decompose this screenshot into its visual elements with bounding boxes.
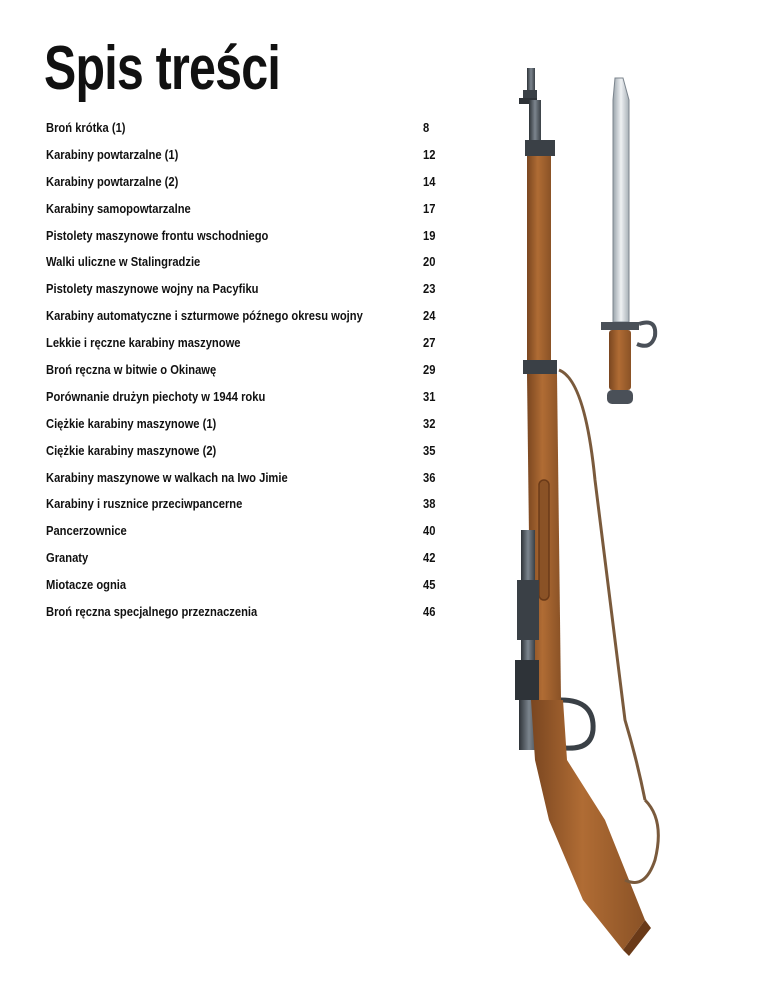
toc-row[interactable] <box>46 224 446 251</box>
toc-page-number: 46 <box>423 604 436 620</box>
toc-entry-title: Lekkie i ręczne karabiny maszynowe <box>46 335 241 351</box>
toc-row[interactable] <box>46 412 446 439</box>
toc-page-number: 17 <box>423 200 436 216</box>
toc-entry-title: Karabiny powtarzalne (1) <box>46 146 179 162</box>
page-title: Spis treści <box>44 34 281 103</box>
toc-row[interactable] <box>46 331 446 358</box>
toc-page-number: 42 <box>423 550 436 566</box>
rifle-with-bayonet-image <box>505 60 755 960</box>
toc-row[interactable] <box>46 385 446 412</box>
toc-page-number: 14 <box>423 173 436 189</box>
toc-page-number: 31 <box>423 388 436 404</box>
toc-entry-title: Ciężkie karabiny maszynowe (2) <box>46 442 217 458</box>
toc-page-number: 8 <box>423 120 430 135</box>
toc-page-number: 12 <box>423 146 436 162</box>
toc-row[interactable] <box>46 358 446 385</box>
toc-page-number: 45 <box>423 577 436 593</box>
rifle-barrel <box>519 68 555 160</box>
bayonet <box>601 78 655 404</box>
toc-page-number: 29 <box>423 362 436 378</box>
toc-entry-title: Karabiny i rusznice przeciwpancerne <box>46 496 243 512</box>
toc-page-number: 36 <box>423 469 436 485</box>
toc-page-number: 27 <box>423 335 436 351</box>
toc-row[interactable] <box>46 170 446 197</box>
toc-page-number: 19 <box>423 227 436 243</box>
toc-row[interactable] <box>46 466 446 493</box>
toc-row[interactable] <box>46 250 446 277</box>
rifle-buttstock <box>531 700 645 950</box>
toc-entry-title: Broń ręczna w bitwie o Okinawę <box>46 362 217 378</box>
toc-page-number: 35 <box>423 442 436 458</box>
rifle-band <box>523 360 557 374</box>
toc-entry-title: Granaty <box>46 550 89 566</box>
toc-page-number: 24 <box>423 308 436 324</box>
toc-row[interactable] <box>46 600 446 627</box>
toc-entry-title: Pancerzownice <box>46 523 127 539</box>
toc-page-number: 40 <box>423 523 436 539</box>
bayonet-grip <box>609 330 631 390</box>
toc-row[interactable] <box>46 277 446 304</box>
table-of-contents <box>46 116 446 627</box>
toc-entry-title: Porównanie drużyn piechoty w 1944 roku <box>46 388 266 404</box>
toc-entry-title: Ciężkie karabiny maszynowe (1) <box>46 415 217 431</box>
toc-row[interactable] <box>46 116 446 143</box>
toc-row[interactable] <box>46 519 446 546</box>
rifle-trigger-guard <box>561 700 593 748</box>
toc-page-number: 32 <box>423 415 436 431</box>
toc-row[interactable] <box>46 197 446 224</box>
toc-page-number: 23 <box>423 281 436 297</box>
toc-page-number: 38 <box>423 496 436 512</box>
toc-entry-title: Karabiny powtarzalne (2) <box>46 173 179 189</box>
toc-page-number: 20 <box>423 254 436 270</box>
rifle-sling <box>559 370 645 800</box>
toc-entry-title: Walki uliczne w Stalingradzie <box>46 254 201 270</box>
toc-entry-title: Broń krótka (1) <box>46 120 126 135</box>
toc-entry-title: Miotacze ognia <box>46 577 127 593</box>
toc-row[interactable] <box>46 439 446 466</box>
toc-entry-title: Karabiny automatyczne i szturmowe późnego okresu wojny <box>46 308 363 324</box>
toc-row[interactable] <box>46 304 446 331</box>
toc-entry-title: Karabiny samopowtarzalne <box>46 200 191 216</box>
toc-row[interactable] <box>46 492 446 519</box>
bayonet-blade <box>613 78 629 322</box>
toc-row[interactable] <box>46 546 446 573</box>
toc-row[interactable] <box>46 573 446 600</box>
toc-entry-title: Pistolety maszynowe frontu wschodniego <box>46 227 269 243</box>
toc-entry-title: Karabiny maszynowe w walkach na Iwo Jimie <box>46 469 288 485</box>
toc-entry-title: Broń ręczna specjalnego przeznaczenia <box>46 604 258 620</box>
toc-row[interactable] <box>46 143 446 170</box>
toc-entry-title: Pistolety maszynowe wojny na Pacyfiku <box>46 281 259 297</box>
rifle-handguard <box>527 156 551 360</box>
